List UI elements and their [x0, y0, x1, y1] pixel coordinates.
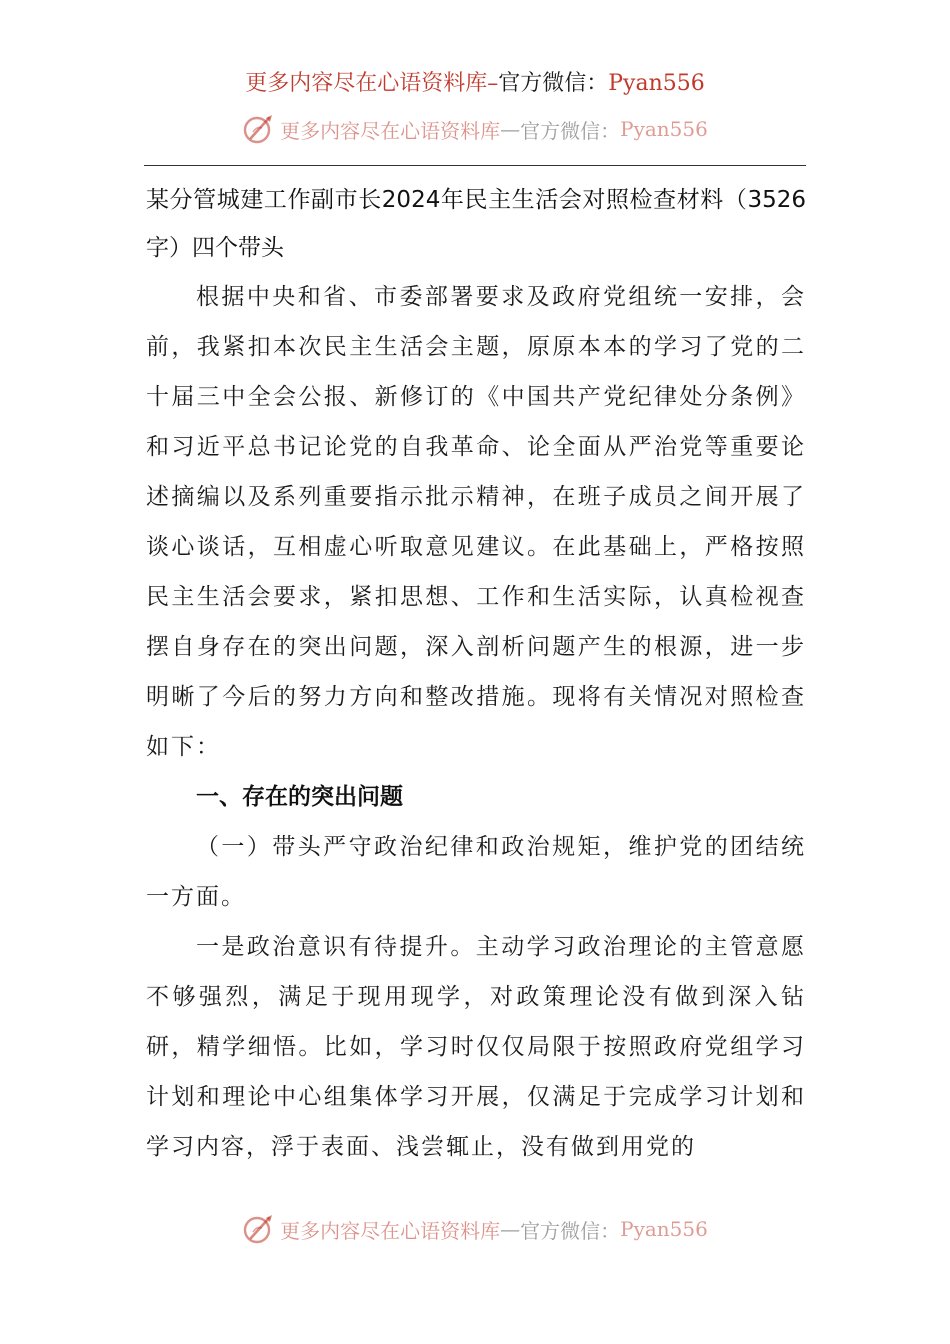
watermark-text: 更多内容尽在心语资料库 [280, 118, 501, 143]
header-divider [144, 165, 806, 166]
watermark-bottom [0, 1212, 950, 1246]
watermark-separator: — [500, 1217, 521, 1241]
watermark-wechat-id: Pyan556 [620, 117, 708, 141]
header-separator: – [487, 71, 499, 96]
document-body [146, 176, 806, 1172]
intro-paragraph: 根据中央和省、市委部署要求及政府党组统一安排，会前，我紧扣本次民主生活会主题，原原本本的学习了党的二十届三中全会公报、新修订的《中国共产党纪律处分条例》和习近平总书记论党的自我革命、论全面从严治党等重要论述摘编以及系列重要指示批示精神，在班子成员之间开展了谈心谈话，互相虚心听取意见建议。在此基础上，严格按照民主生活会要求，紧扣思想、工作和生活实际，认真检视查摆自身存在的突出问题，深入剖析问题产生的根源，进一步明晰了今后的努力方向和整改措施。现将有关情况对照检查如下： [146, 284, 806, 760]
pen-logo-icon [242, 112, 276, 146]
header-banner [0, 66, 950, 97]
header-wechat-id: Pyan556 [608, 71, 705, 96]
document-title: 某分管城建工作副市长2024年民主生活会对照检查材料（3526字）四个带头 [146, 187, 806, 261]
header-wechat-label: 官方微信： [498, 71, 609, 96]
pen-logo-icon [242, 1212, 276, 1246]
watermark-text: 更多内容尽在心语资料库 [280, 1218, 501, 1243]
point-paragraph-1: 一是政治意识有待提升。主动学习政治理论的主管意愿不够强烈，满足于现用现学，对政策理论没有做到深入钻研，精学细悟。比如，学习时仅仅局限于按照政府党组学习计划和理论中心组集体学习开展，仅满足于完成学习计划和学习内容，浮于表面、浅尝辄止，没有做到用党的 [146, 934, 806, 1160]
section-heading-1: 一、存在的突出问题 [196, 784, 403, 810]
watermark-wechat-label: 官方微信： [520, 1218, 621, 1243]
watermark-top [0, 112, 950, 146]
header-main-text: 更多内容尽在心语资料库 [245, 71, 488, 96]
watermark-wechat-label: 官方微信： [520, 118, 621, 143]
subsection-heading-1: （一）带头严守政治纪律和政治规矩，维护党的团结统一方面。 [146, 834, 806, 910]
watermark-wechat-id: Pyan556 [620, 1217, 708, 1241]
watermark-separator: — [500, 117, 521, 141]
